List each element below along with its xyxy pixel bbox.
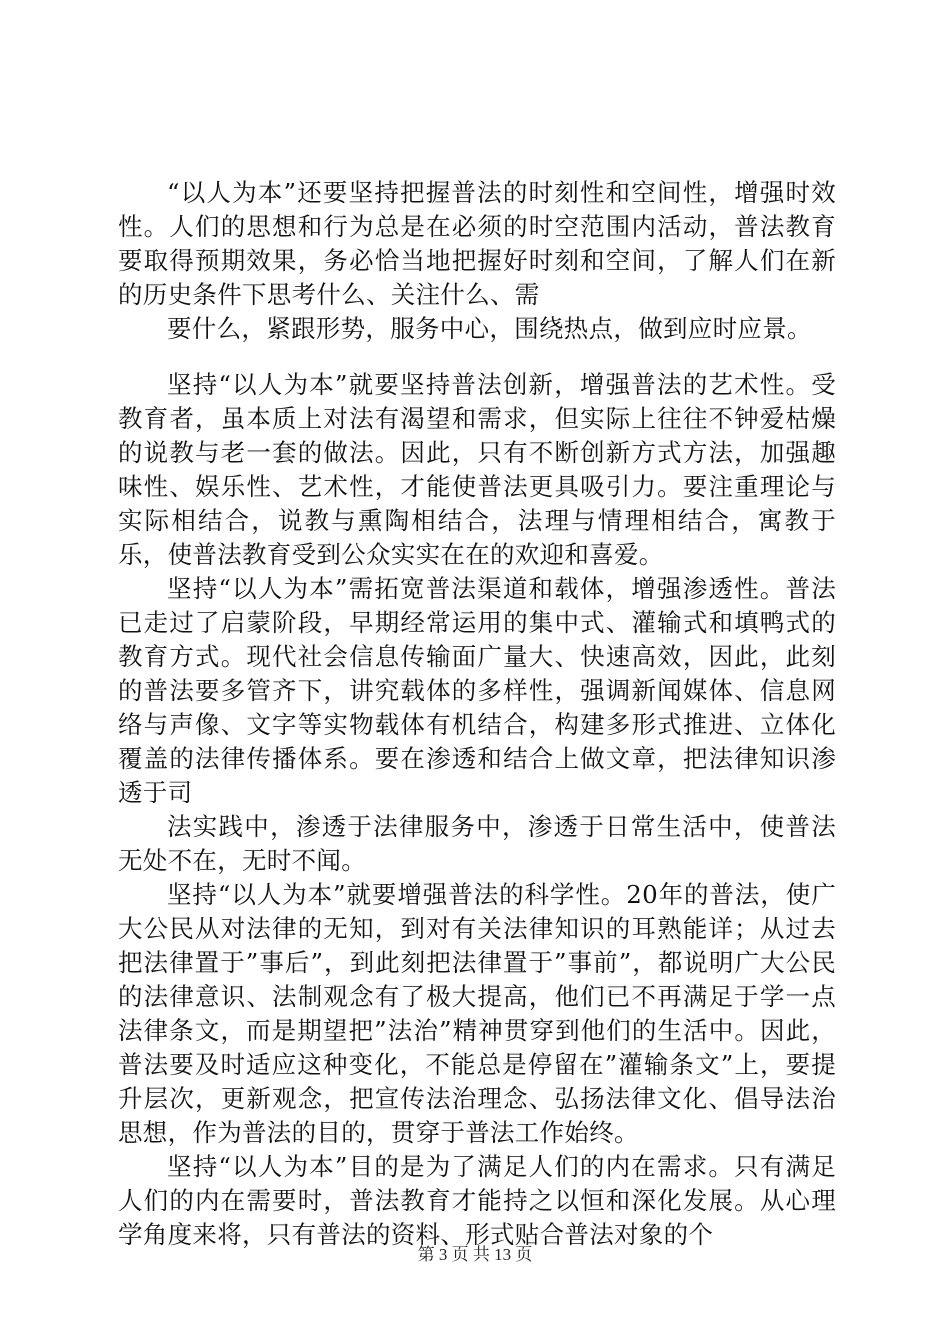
paragraph: 坚持“以人为本”就要增强普法的科学性。20年的普法，使广大公民从对法律的无知，到对有关法律知识的耳熟能详；从过去把法律置于”事后”，到此刻把法律置于”事前”，都说明广大公民的法律意识、法制观念有了极大提高，他们已不再满足于学一点法律条文，而是期望把”法治”精神贯穿到他们的生活中。因此，普法要及时适应这种变化，不能总是停留在”灌输条文”上，要提升层次，更新观念，把宣传法治理念、弘扬法律文化、倡导法治思想，作为普法的目的，贯穿于普法工作始终。 [118, 880, 836, 1147]
text-block-top [118, 176, 836, 346]
paragraph: 坚持“以人为本”需拓宽普法渠道和载体，增强渗透性。普法已走过了启蒙阶段，早期经常运用的集中式、灌输式和填鸭式的教育方式。现代社会信息传输面广量大、快速高效，因此，此刻的普法要多管齐下，讲究载体的多样性，强调新闻媒体、信息网络与声像、文字等实物载体有机结合，构建多形式推进、立体化覆盖的法律传播体系。要在渗透和结合上做文章，把法律知识渗透于司 [118, 574, 836, 807]
paragraph: “以人为本”还要坚持把握普法的时刻性和空间性，增强时效性。人们的思想和行为总是在必须的时空范围内活动，普法教育要取得预期效果，务必恰当地把握好时刻和空间，了解人们在新的历史条件下思考什么、关注什么、需 [118, 178, 836, 309]
paragraph: 法实践中，渗透于法律服务中，渗透于日常生活中，使普法无处不在，无时不闻。 [118, 812, 836, 875]
paragraph: 坚持“以人为本”目的是为了满足人们的内在需求。只有满足人们的内在需要时，普法教育才能持之以恒和深化发展。从心理学角度来将，只有普法的资料、形式贴合普法对象的个 [118, 1152, 836, 1249]
page-number-footer: 第 3 页 共 13 页 [417, 1245, 533, 1264]
paragraph: 要什么，紧跟形势，服务中心，围绕热点，做到应时应景。 [167, 314, 812, 343]
paragraph: 坚持“以人为本”就要坚持普法创新，增强普法的艺术性。受教育者，虽本质上对法有渴望和需求，但实际上往往不钟爱枯燥的说教与老一套的做法。因此，只有不断创新方式方法，加强趣味性、娱乐性、艺术性，才能使普法更具吸引力。要注重理论与实际相结合，说教与熏陶相结合，法理与情理相结合，寓教于乐，使普法教育受到公众实实在在的欢迎和喜爱。 [118, 370, 836, 569]
text-block-main [118, 368, 836, 1252]
